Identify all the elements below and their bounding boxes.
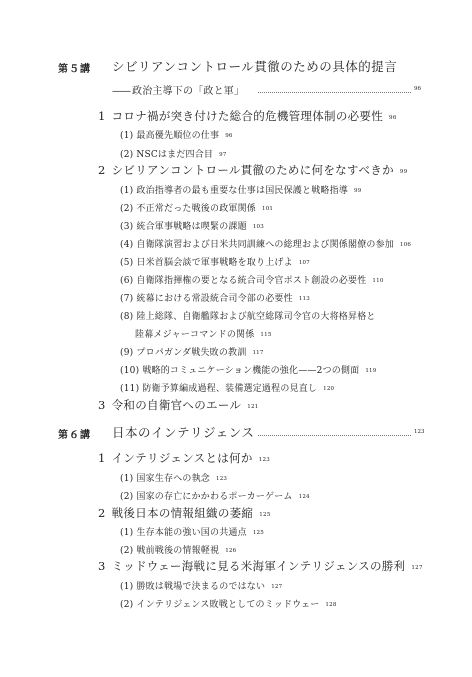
lecture-5-subtitle-page: 96 [414, 86, 421, 92]
toc-item: (1) 国家生存への執念 123 [120, 474, 228, 484]
lecture-5-section-2: 2 シビリアンコントロール貫徹のために何をなすべきか 99 [98, 163, 408, 177]
lecture-5-title: シビリアンコントロール貫徹のための具体的提言 [112, 59, 398, 74]
toc-item: (5) 日米首脳会談で軍事戦略を取り上げよ 107 [120, 258, 310, 268]
toc-item: (1) 最高優先順位の仕事 96 [120, 131, 233, 141]
lecture-6-section-1: 1 インテリジェンスとは何か 123 [98, 451, 271, 465]
toc-item: (8) 陸上総隊、自衛艦隊および航空総隊司令官の大将格昇格と [120, 312, 376, 322]
toc-item: (1) 生存本能の強い国の共通点 125 [120, 528, 264, 538]
lecture-6-section-3: 3 ミッドウェー海戦に見る米海軍インテリジェンスの勝利 127 [98, 559, 423, 573]
leader-dots [258, 435, 411, 436]
toc-item: (11) 防衛予算編成過程、装備選定過程の見直し 120 [120, 384, 335, 394]
toc-item: (2) 戦前戦後の情報軽視 126 [120, 546, 237, 556]
toc-item: (1) 勝敗は戦場で決まるのではない 127 [120, 582, 283, 592]
toc-item: (2) インテリジェンス敗戦としてのミッドウェー 128 [120, 600, 337, 610]
toc-item: (4) 自衛隊演習および日米共同訓練への総理および関係閣僚の参加 106 [120, 240, 412, 250]
lecture-5-label: 第５講 [58, 64, 91, 75]
lecture-5-subtitle-row [112, 82, 244, 97]
lecture-6-page: 123 [414, 429, 425, 435]
toc-item: 陸幕メジャーコマンドの関係 115 [135, 330, 272, 340]
toc-item: (2) 不正常だった戦後の政軍関係 101 [120, 204, 274, 214]
toc-item: (2) NSCはまだ四合目 97 [120, 150, 227, 160]
lecture-6-title: 日本のインテリジェンス [112, 425, 255, 440]
lecture-6-label: 第６講 [58, 430, 91, 441]
leader-dots [258, 92, 411, 93]
lecture-5-section-3: 3 令和の自衛官へのエール 121 [98, 398, 259, 412]
toc-item: (9) プロパガンダ戦失敗の教訓 117 [120, 348, 264, 358]
toc-item: (6) 自衛隊指揮権の要となる統合司令官ポスト創設の必要性 110 [120, 276, 384, 286]
toc-item: (10) 戦略的コミュニケーション機能の強化——2つの側面 119 [120, 366, 377, 376]
toc-item: (3) 統合軍事戦略は喫緊の課題 103 [120, 222, 264, 232]
toc-item: (1) 政治指導者の最も重要な仕事は国民保護と戦略指導 99 [120, 186, 362, 196]
toc-item: (7) 統幕における常設統合司令部の必要性 113 [120, 294, 310, 304]
lecture-5-section-1: 1 コロナ禍が突き付けた総合的危機管理体制の必要性 96 [98, 109, 397, 123]
subtitle-dash: —— [112, 86, 130, 97]
toc-item: (2) 国家の存亡にかかわるポーカーゲーム 124 [120, 492, 310, 502]
lecture-6-section-2: 2 戦後日本の情報組織の萎縮 125 [98, 506, 271, 520]
lecture-5-subtitle: 政治主導下の「政と軍」 [132, 86, 245, 97]
